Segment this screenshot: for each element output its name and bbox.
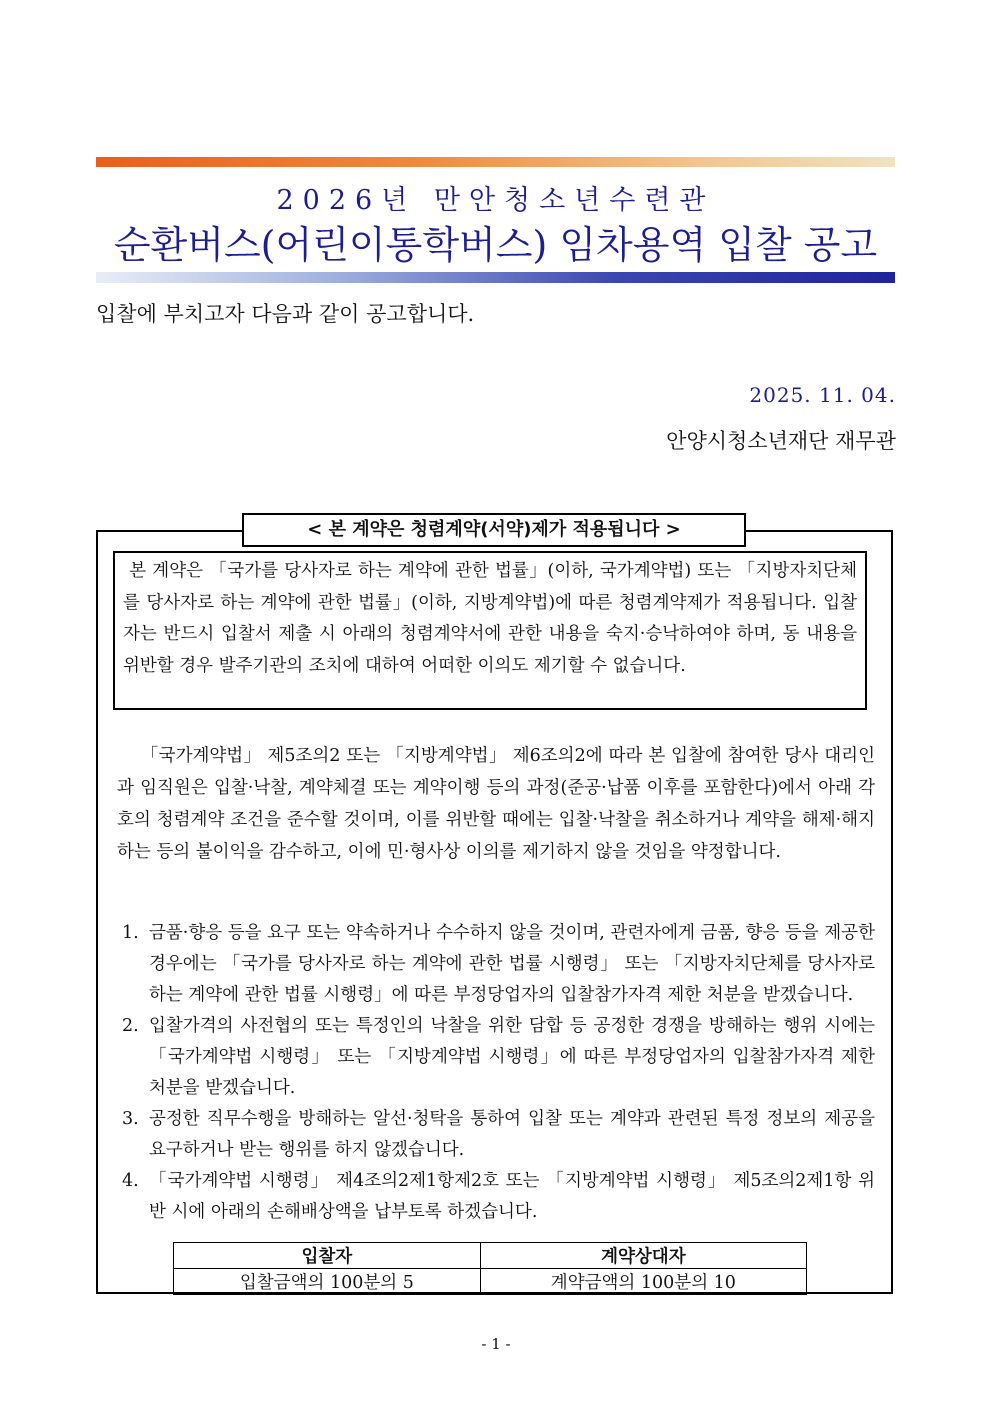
integrity-notice-text: 본 계약은 「국가를 당사자로 하는 계약에 관한 법률」(이하, 국가계약법) 또는 「지방자치단체를 당사자로 하는 계약에 관한 법률」(이하, 지방계약법)에 따른 청렴계약제가 적용됩니다. 입찰자는 반드시 입찰서 제출 시 아래의 청렴계약서에 관한 내용을 숙지·승낙하여야 하며, 동 내용을 위반할 경우 발주기관의 조치에 대하여 어떠한 이의도 제기할 수 없습니다. [123, 561, 857, 676]
list-item [117, 1166, 875, 1228]
table-header-row [174, 1243, 807, 1269]
page-title: 순환버스(어린이통학버스) 임차용역 입찰 공고 [113, 223, 878, 267]
list-item [117, 1011, 875, 1104]
cell-bidder-penalty: 입찰금액의 100분의 5 [174, 1269, 481, 1295]
header-contractor: 계약상대자 [480, 1243, 806, 1269]
issuing-organization: 안양시청소년재단 재무관 [666, 429, 896, 453]
list-item-text: 금품·향응 등을 요구 또는 약속하거나 수수하지 않을 것이며, 관련자에게 금품, 향응 등을 제공한 경우에는 「국가를 당사자로 하는 계약에 관한 법률 시행령」 또는 「지방자치단체를 당사자로 하는 계약에 관한 법률 시행령」에 따른 부정당업자의 입찰참가자격 제한 처분을 받겠습니다. [149, 923, 875, 1005]
page-number: - 1 - [481, 1335, 511, 1353]
list-item-number: 4. [122, 1171, 139, 1191]
list-item-number: 1. [122, 923, 139, 943]
header-bidder: 입찰자 [174, 1243, 481, 1269]
list-item [117, 918, 875, 1011]
header-top-bar [96, 157, 895, 167]
list-item-text: 공정한 직무수행을 방해하는 알선·청탁을 통하여 입찰 또는 계약과 관련된 특정 정보의 제공을 요구하거나 받는 행위를 하지 않겠습니다. [149, 1109, 875, 1160]
header-bottom-bar [96, 272, 895, 283]
penalty-table [173, 1242, 807, 1295]
title-line1: 2026년 만안청소년수련관 [276, 185, 715, 216]
integrity-notice-box [113, 551, 867, 710]
list-item-number: 2. [122, 1016, 139, 1036]
list-item [117, 1104, 875, 1166]
cell-contractor-penalty: 계약금액의 100분의 10 [480, 1269, 806, 1295]
integrity-section-title: < 본 계약은 청렴계약(서약)제가 적용됩니다 > [242, 513, 746, 547]
intro-text: 입찰에 부치고자 다음과 같이 공고합니다. [96, 302, 475, 326]
list-item-number: 3. [122, 1109, 139, 1129]
table-row [174, 1269, 807, 1295]
announcement-date: 2025. 11. 04. [749, 383, 896, 407]
integrity-pledge-text: 「국가계약법」 제5조의2 또는 「지방계약법」 제6조의2에 따라 본 입찰에 참여한 당사 대리인과 임직원은 입찰·낙찰, 계약체결 또는 계약이행 등의 과정(준공·납품 이후를 포함한다)에서 아래 각 호의 청렴계약 조건을 준수할 것이며, 이를 위반할 때에는 입찰·낙찰을 취소하거나 계약을 해제·해지하는 등의 불이익을 감수하고, 이에 민·형사상 이의를 제기하지 않을 것임을 약정합니다. [117, 746, 875, 862]
list-item-text: 입찰가격의 사전협의 또는 특정인의 낙찰을 위한 담합 등 공정한 경쟁을 방해하는 행위 시에는 「국가계약법 시행령」 또는 「지방계약법 시행령」에 따른 부정당업자의 입찰참가자격 제한 처분을 받겠습니다. [149, 1016, 875, 1098]
list-item-text: 「국가계약법 시행령」 제4조의2제1항제2호 또는 「지방계약법 시행령」 제5조의2제1항 위반 시에 아래의 손해배상액을 납부토록 하겠습니다. [149, 1171, 875, 1222]
integrity-pledge-paragraph [117, 740, 875, 868]
integrity-conditions-list [117, 918, 875, 1228]
